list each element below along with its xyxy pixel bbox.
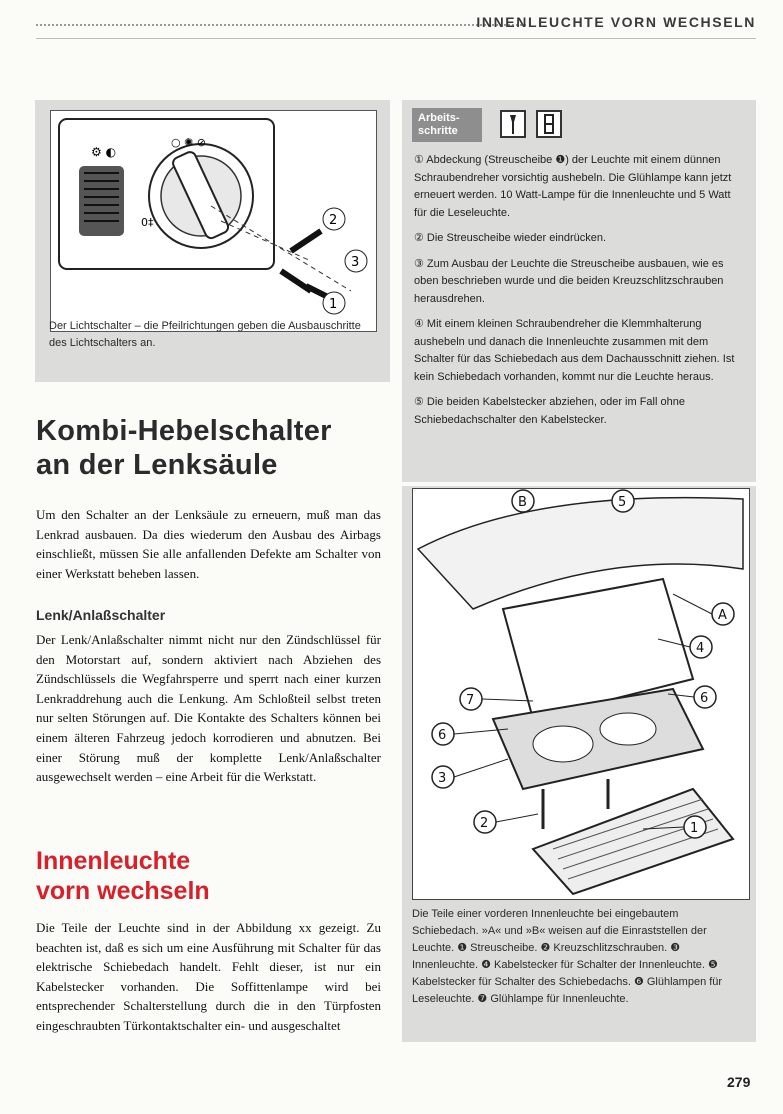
marker-B: B [518,495,527,510]
article1-body: Der Lenk/Anlaßschalter nimmt nicht nur den Zündschlüssel für den Motorstart auf, sondern aktiviert nach Abziehen des Zündschlüssels die Wegfahrsperre und sperrt nach einer kurzen Lenkraddrehung auch die Lenkung. Am Schloßteil selbst treten nur selten Störungen auf. Die Kontakte des Schalters können bei einem älteren Fahrzeug jedoch korrodieren und abnutzen. Bei einer Störung muß der komplette Lenk/Anlaßschalter ausgewechselt werden – eine Arbeit für die Werkstatt. [36,632,381,785]
svg-text:○ ✺ ⊘: ○ ✺ ⊘ [171,136,207,149]
light-switch-illustration [50,110,377,332]
header-title: INNENLEUCHTE VORN WECHSELN [476,14,756,30]
step-3: ③ Zum Ausbau der Leuchte die Streuscheibe ausbauen, wie es oben beschrieben wurde und die beiden Kreuzschlitzschrauben herausdrehen. [414,257,724,305]
running-header [36,14,756,34]
header-dotted-rule [36,24,526,26]
page-number: 279 [727,1074,751,1090]
article1-title-line1: Kombi-Hebelschalter [36,415,332,447]
marker-A: A [718,608,727,623]
marker-7: 7 [466,693,475,708]
svg-text:⚙ ◐: ⚙ ◐ [91,145,117,159]
bulb-icon [536,110,562,138]
marker-3: 3 [438,771,447,786]
step-5: ⑤ Die beiden Kabelstecker abziehen, oder im Fall ohne Schiebedachschalter den Kabelstecker. [414,396,685,426]
marker-2: 2 [480,816,489,831]
marker-6b: 6 [438,728,447,743]
header-line [36,38,756,39]
article2-title [36,846,210,906]
screwdriver-icon [500,110,526,138]
article2-body: Die Teile der Leuchte sind in der Abbildung xx gezeigt. Zu beachten ist, daß es sich um eine Ausführung mit Schalter für das elektrische Schiebedach handelt. Fehlt dieser, ist nur ein Kabelstecker vorhanden. Die Soffittenlampe wird bei entsprechender Schalterstellung durch die in den Türpfosten eingeschraubten Türkontaktschalter ein- und ausgeschaltet [36,920,381,1033]
article1-subheading: Lenk/Anlaßschalter [36,607,166,623]
marker-5: 5 [618,495,627,510]
marker-1: 1 [329,297,338,312]
light-switch-figure [35,100,390,382]
article2-title-line1: Innenleuchte [36,847,191,875]
marker-4: 4 [696,641,705,656]
interior-light-figure [402,486,756,1042]
article1-title [36,414,332,482]
marker-2: 2 [329,213,338,228]
interior-light-caption: Die Teile einer vorderen Innenleuchte bei eingebautem Schiebedach. »A« und »B« weisen auf die Einraststellen der Leuchte. ❶ Streuscheibe. ❷ Kreuzschlitzschrauben. ❸ Innenleuchte. ❹ Kabelstecker für Schalter der Innenleuchte. ❺ Kabelstecker für Schalter des Schiebedachs. ❻ Glühlampen für Leseleuchte. ❼ Glühlampe für Innenleuchte. [412,908,723,1005]
article1-title-line2: an der Lenksäule [36,449,278,481]
marker-3: 3 [351,255,360,270]
article2-title-line2: vorn wechseln [36,877,210,905]
article1-intro: Um den Schalter an der Lenksäule zu erneuern, muß man das Lenkrad ausbauen. Da dies wiederum den Ausbau des Airbags einschließt, müssen Sie alle anfallenden Defekte am Schalter von einer Werkstatt beheben lassen. [36,507,381,581]
step-4: ④ Mit einem kleinen Schraubendreher die Klemmhalterung aushebeln und danach die Innenleuchte zusammen mit dem Schalter für das Schiebedach aus dem Dachausschnitt ziehen. Ist kein Schiebedach vorhanden, kommt nur die Leuchte heraus. [414,318,735,383]
step-1: ① Abdeckung (Streuscheibe ❶) der Leuchte mit einem dünnen Schraubendreher vorsichtig aushebeln. Die Glühlampe kann jetzt erneuert werden. 10 Watt-Lampe für die Innenleuchte und 5 Watt für die Leseleuchte. [414,154,732,219]
work-steps-panel [402,100,756,482]
svg-text:0‡: 0‡ [141,216,154,229]
step-2: ② Die Streuscheibe wieder eindrücken. [414,232,607,244]
light-switch-caption: Der Lichtschalter – die Pfeilrichtungen geben die Ausbauschritte des Lichtschalters an. [49,320,361,349]
interior-light-illustration [412,488,750,900]
work-steps-badge: Arbeits-schritte [412,108,482,142]
marker-6a: 6 [700,691,709,706]
steps-list [414,152,746,437]
marker-1: 1 [690,821,699,836]
